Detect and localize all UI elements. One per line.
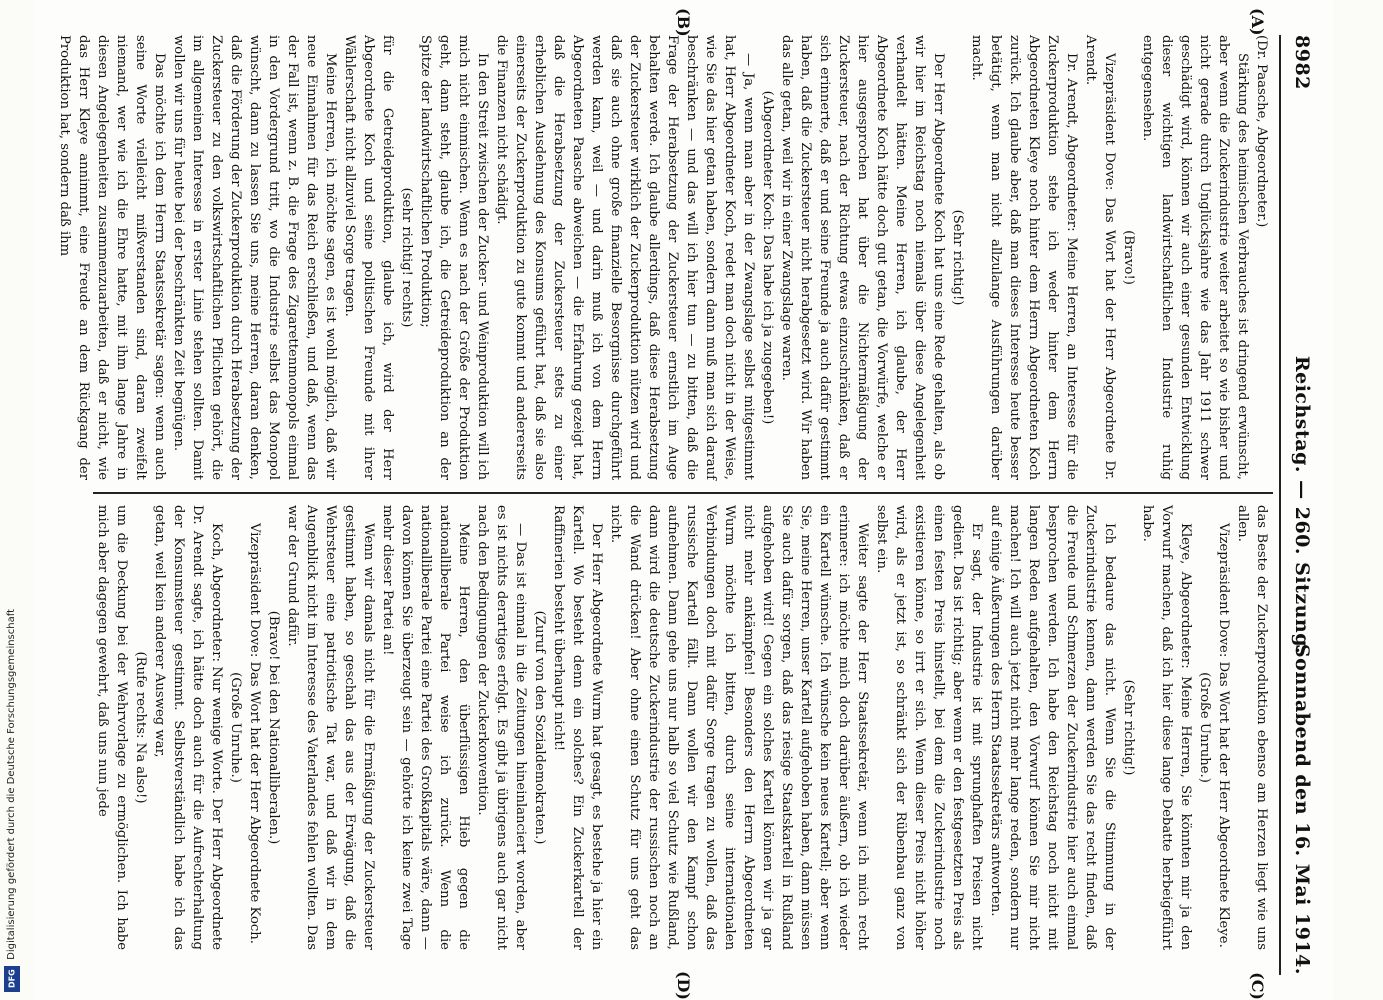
margin-marker-a: (A)	[1248, 8, 1267, 36]
paragraph: Dr. Arendt, Abgeordneter: Meine Herren, an Interesse für die Zuckerproduktion stehe ich weder hinter dem Herrn Abgeordneten Kleye noch hinter dem Herrn Abgeordneten Koch zurück. Ich glaube aber, daß man dieses Interesse heute besser betätigt, wenn man nicht allzulange Ausführungen darüber macht.	[969, 35, 1079, 480]
paragraph: (Sehr richtig!)	[950, 209, 965, 306]
paragraph: Wenn wir damals nicht für die Ermäßigung der Zuckersteuer gestimmt haben, so geschah das aus der Erwägung, daß die Wehrsteuer eine patriotische Tat war, und daß wir in dem Augenblick nicht im Interesse des Vaterlandes fehlen wollten. Das war der Grund dafür.	[285, 505, 376, 950]
paragraph: — Ja, wenn man aber in der Zwangslage selbst mitgestimmt hat, Herr Abgeordneter Koch, redet man doch nicht in der Weise, wie Sie das hier getan haben, sondern dann muß man sich darauf beschränken — und das will ich hier tun — zu bitten, daß die Frage der Herabsetzung der Zuckersteuer ernstlich im Auge behalten werde. Ich glaube allerdings, daß diese Herabsetzung der Zuckersteuer wirklich der Zuckerproduktion nützen wird und daß sie auch ohne große finanzielle Besorgnisse durchgeführt werden kann, weil — und darin muß ich von dem Herrn Abgeordneten Paasche abweichen — die Erfahrung gezeigt hat, daß die Herabsetzung der Zuckersteuer stets zu einer erheblichen Ausdehnung des Konsums geführt hat, daß sie also einerseits der Zuckerproduktion zu gute kommt und andererseits die Finanzen nicht schädigt.	[494, 35, 756, 480]
text-column-left	[57, 35, 1271, 480]
column-divider	[93, 492, 1273, 494]
paragraph: (Zuruf von den Sozialdemokraten.)	[532, 610, 547, 845]
paragraph: Der Herr Abgeordnete Koch hat uns eine Rede gehalten, als ob wir hier im Reichstag noch niemals über diese Angelegenheit verhandelt hätten. Meine Herren, ich glaube, der Herr Abgeordnete Koch hätte doch gut getan, die Vorwürfe, welche er hier ausgesprochen hat über die Nichtermäßigung der Zuckersteuer, nach der Richtung etwas einzuschränken, daß er sich erinnerte, daß er und seine Freunde ja auch dafür gestimmt haben, daß die Zuckersteuer nicht herabgesetzt wird. Wir haben das alle getan, weil wir in einer Zwangslage waren.	[779, 35, 946, 480]
paragraph: Ich bedaure das nicht. Wenn Sie die Stimmung in der Zuckerindustrie kennen, dann werden Sie das recht finden, daß die Freude und Schmerzen der Zuckerindustrie hier auch einmal besprochen werden. Ich habe den Reichstag noch nicht mit langen Reden aufgehalten, den Vorwurf können Sie mir nicht machen! Ich will auch jetzt nicht mehr lange reden, sondern nur auf einige Äußerungen des Herrn Staatssekretärs antworten.	[988, 505, 1117, 950]
paragraph: (Große Unruhe.)	[228, 672, 243, 783]
paragraph: Vizepräsident Dove: Das Wort hat der Herr Abgeordnete Koch.	[247, 523, 262, 944]
paragraph: (Bravo! bei den Nationalliberalen.)	[266, 610, 281, 845]
paragraph: Vizepräsident Dove: Das Wort hat der Herr Abgeordnete Dr. Arendt.	[1083, 35, 1117, 480]
page-number: 8982	[1291, 35, 1313, 90]
digitization-credit: Digitalisierung gefördert durch die Deutsche Forschungsgemeinschaft	[6, 609, 17, 960]
paragraph: um die Deckung bei der Wehrvorlage zu ermöglichen. Ich habe mich aber dagegen gewehrt, daß uns nun jede	[95, 505, 129, 950]
dfg-logo: DFG	[4, 966, 20, 992]
margin-marker-d: (D)	[674, 970, 693, 1000]
paragraph: Vizepräsident Dove: Das Wort hat der Herr Abgeordnete Kleye.	[1216, 523, 1231, 948]
paragraph: Der Herr Abgeordnete Wurm hat gesagt, es bestehe ja hier ein Kartell. Wo besteht denn ein solches? Ein Zuckerkartell der Raffinerien besteht überhaupt nicht!	[551, 505, 604, 950]
header-rule	[1279, 35, 1281, 975]
paragraph: Er sagt, der Industrie ist mit sprunghaften Preisen nicht gedient. Das ist richtig; aber wenn er den festgesetzten Preis als einen festen Preis hinstellt, bei dem die Zuckerindustrie noch existieren könne, so irrt er sich. Wenn dieser Preis nicht höher wird, als er jetzt ist, so schränkt sich der Rübenbau ganz von selbst ein.	[874, 505, 984, 950]
paragraph: (Sehr richtig!)	[1121, 679, 1136, 776]
paragraph: Das möchte ich dem Herrn Staatssekretär sagen: wenn auch seine Worte vielleicht mißverstanden sind, daran zweifelt niemand, wer wie ich die Ehre hatte, mit ihm lange Jahre in diesen Angelegenheiten zusammenzuarbeiten, daß er nicht, wie das Herr Kleye annimmt, eine Freude an dem Rückgang der Produktion hat, sondern daß ihm	[57, 35, 167, 480]
paragraph: — Das ist einmal in die Zeitungen hineinlanciert worden, aber es ist nichts derartiges erfolgt. Es gibt ja übrigens auch gar nicht nach den Bedingungen der Zuckerkonvention.	[475, 505, 528, 950]
paragraph: (Abgeordneter Koch: Das habe ich ja zugegeben!)	[760, 90, 775, 425]
paragraph: (Dr. Paasche, Abgeordneter.)	[1254, 35, 1269, 228]
paragraph: das Beste der Zuckerproduktion ebenso am Herzen liegt wie uns allen.	[1235, 505, 1269, 950]
paragraph: Meine Herren, den überflüssigen Hieb gegen die nationalliberale Partei weise ich zurück. Wenn die nationalliberale Partei eine Partei des Großkapitals wäre, dann — davon können Sie überzeugt sein — gehörte ich keine zwei Tage mehr dieser Partei an!	[380, 505, 471, 950]
text-column-right	[95, 505, 1271, 950]
margin-marker-b: (B)	[674, 8, 693, 37]
paragraph: für die Getreideproduktion, glaube ich, wird der Herr Abgeordnete Koch und seine politischen Freunde mit ihrer Wählerschaft nicht allzuviel Sorge tragen.	[342, 35, 395, 480]
paragraph: (sehr richtig! rechts)	[399, 187, 414, 328]
paragraph: (Bravo!)	[1121, 230, 1136, 285]
paragraph: Meine Herren, ich möchte sagen, es ist wohl möglich, daß wir neue Einnahmen für das Reich erschließen, und daß, wenn das der Fall ist, wenn z. B. die Frage des Zigarettenmonopols einmal in den Vordergrund tritt, wo die Industrie selbst das Monopol wünscht, dann zu lassen Sie uns, meine Herren, daran denken, daß die Förderung der Zuckerproduktion durch Herabsetzung der Zuckersteuer zu den volkswirtschaftlichen Pflichten gehört, die im allgemeinen Interesse in erster Linie stehen sollten. Damit wollen wir uns für heute bei der beschränkten Zeit begnügen.	[171, 35, 338, 480]
paragraph: (Rufe rechts: Na also!)	[133, 651, 148, 804]
session-date: Sonnabend den 16. Mai 1914.	[1291, 643, 1313, 975]
paragraph: In den Streit zwischen der Zucker- und Weinproduktion will ich mich nicht einmischen. Wenn es nach der Größe der Produktion geht, dann steht, glaube ich, die Getreideproduktion an der Spitze der landwirtschaftlichen Produktion;	[418, 35, 490, 480]
paragraph: Koch, Abgeordneter: Nur wenige Worte. Der Herr Abgeordnete Dr. Arendt sagte, ich hätte doch auch für die Aufrechterhaltung der Konsumsteuer gestimmt. Selbstverständlich habe ich das getan, weil kein anderer Ausweg war,	[152, 505, 224, 950]
margin-marker-c: (C)	[1248, 972, 1267, 1000]
session-title: Reichstag. — 260. Sitzung.	[1291, 355, 1313, 655]
paragraph: Stärkung des heimischen Verbrauches ist dringend erwünscht, aber wenn die Zuckerindustrie weiter arbeitet so wie bisher und nicht gerade durch Unglücksjahre wie das Jahr 1911 schwer geschädigt wird, können wir auch einer gesunden Entwicklung dieser wichtigen landwirtschaftlichen Industrie ruhig entgegensehen.	[1140, 35, 1250, 480]
paragraph: (Große Unruhe.)	[1197, 672, 1212, 783]
rotated-page	[33, 0, 1333, 1000]
page-header	[1285, 35, 1315, 975]
paragraph: Kleye, Abgeordneter: Meine Herren, Sie könnten mir ja den Vorwurf machen, daß ich hier diese lange Debatte herbeigeführt habe.	[1140, 505, 1193, 950]
paragraph: Weiter sagte der Herr Staatssekretär, wenn ich mich recht erinnere: ich möchte mich doch darüber äußern, ob ich wieder ein Kartell wünsche. Ich wünsche kein neues Kartell; aber wenn Sie, meine Herren, unser Kartell aufgehoben haben, dann müssen Sie auch dafür sorgen, daß das riesige Staatskartell in Rußland aufgehoben wird! Gegen ein solches Kartell können wir ja gar nicht mehr ankämpfen! Besonders den Herrn Abgeordneten Wurm möchte ich bitten, durch seine internationalen Verbindungen doch mit dafür Sorge tragen zu wollen, daß das russische Kartell fällt. Dann wollen wir den Kampf schon aufnehmen. Dann gehe uns nur halb so viel Schutz wie Rußland, dann wird die deutsche Zuckerindustrie der russischen noch an die Wand drücken! Aber ohne einen Schutz für uns geht das nicht.	[608, 505, 870, 950]
